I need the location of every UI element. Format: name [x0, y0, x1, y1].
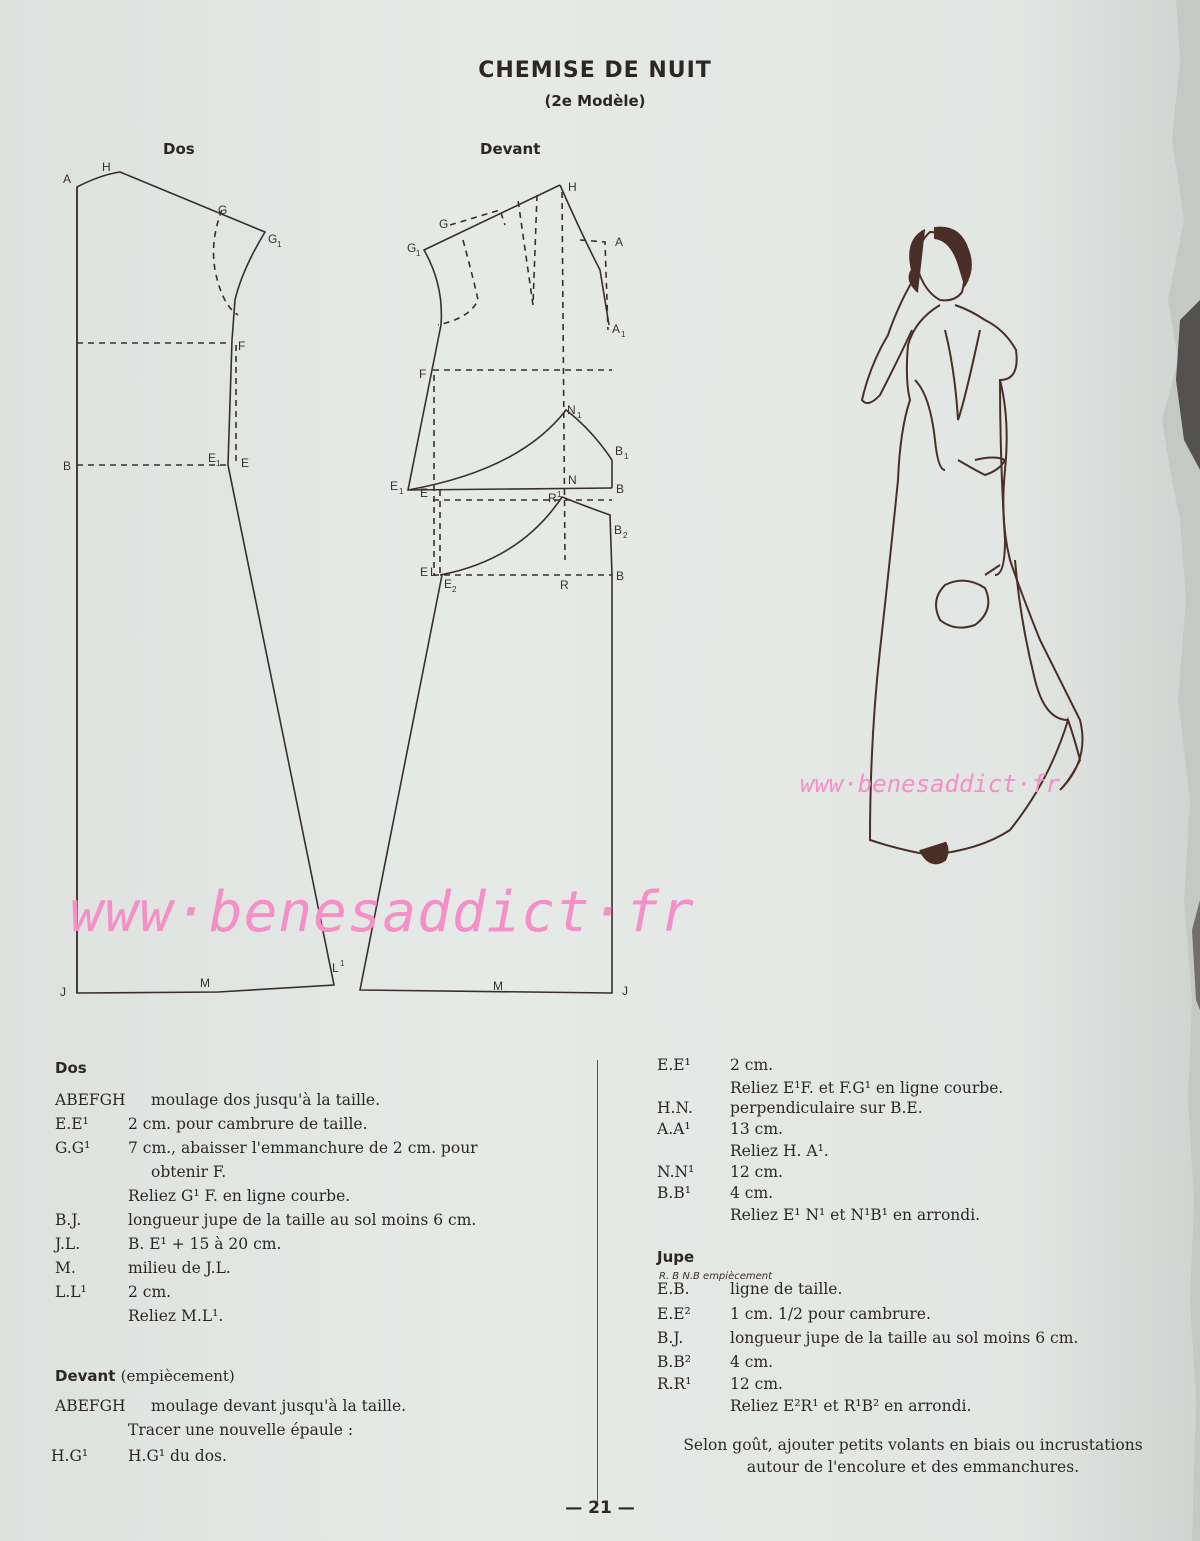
svg-text:E: E	[420, 565, 429, 579]
svg-text:G: G	[407, 241, 417, 255]
watermark-large: www·benesaddict·fr	[70, 880, 695, 945]
svg-text:1: 1	[216, 459, 221, 468]
svg-text:B: B	[63, 459, 72, 473]
svg-text:B: B	[616, 569, 625, 583]
svg-text:H: H	[568, 180, 577, 194]
svg-text:G: G	[218, 203, 228, 217]
page-title: CHEMISE DE NUIT	[478, 58, 712, 83]
svg-text:L: L	[332, 961, 339, 975]
dos-instructions: Dos ABEFGH moulage dos jusqu'à la taille. E.E¹ 2 cm. pour cambrure de taille. G.G¹ 7 cm., abaisser l'emmanchure de 2 cm. pour obtenir F. Reliez G¹ F. en ligne courbe. B.J. longueur jupe de la taille au sol moins 6 cm. J.L. B. E¹ + 15 à 20 cm. M. milieu de J.L. L.L¹ 2 cm. Reliez M.L¹. Devant (empiècement) ABEFGH moulage devant jusqu'à la taille. Tracer une nouvelle épaule : H.G¹ H.G¹ du dos.	[55, 1056, 575, 1476]
svg-text:M: M	[200, 976, 210, 990]
svg-text:R: R	[548, 491, 557, 505]
svg-text:A: A	[63, 172, 72, 186]
svg-text:E: E	[444, 577, 453, 591]
fashion-illustration	[862, 228, 1083, 864]
svg-text:B: B	[616, 482, 625, 496]
svg-text:2: 2	[452, 585, 457, 594]
svg-text:1: 1	[416, 249, 421, 258]
jupe-heading: Jupe	[657, 1248, 695, 1266]
svg-text:B: B	[614, 523, 623, 537]
svg-text:A: A	[615, 235, 624, 249]
page-number: — 21 —	[565, 1498, 635, 1518]
svg-text:R: R	[560, 578, 569, 592]
dos-heading: Dos	[55, 1059, 87, 1077]
svg-text:1: 1	[577, 411, 582, 420]
svg-text:H: H	[102, 160, 111, 174]
column-divider	[597, 1060, 598, 1505]
page-subtitle: (2e Modèle)	[544, 92, 646, 110]
finishing-note: Selon goût, ajouter petits volants en biais ou incrustations autour de l'encolure et des emmanchures.	[683, 1436, 1143, 1476]
devant-suite-instructions: E.E¹ 2 cm. Reliez E¹F. et F.G¹ en ligne courbe. H.N. perpendiculaire sur B.E. A.A¹ 13 cm. Reliez H. A¹. N.N¹ 12 cm. B.B¹ 4 cm. Reliez E¹ N¹ et N¹B¹ en arrondi. Jupe R. B N.B empiècement E.B. ligne de taille. E.E² 1 cm. 1/2 pour cambrure. B.J. longueur jupe de la taille au sol moins 6 cm. B.B² 4 cm. R.R¹ 12 cm. Reliez E²R¹ et R¹B² en arrondi.	[657, 1056, 1079, 1415]
front-pattern-label: Devant	[480, 140, 541, 158]
svg-text:E: E	[208, 451, 217, 465]
svg-text:1: 1	[624, 452, 629, 461]
svg-text:N: N	[567, 403, 576, 417]
svg-text:E: E	[420, 486, 429, 500]
svg-text:B: B	[615, 444, 624, 458]
svg-text:G: G	[439, 217, 449, 231]
svg-text:L: L	[430, 565, 437, 579]
svg-text:E: E	[241, 456, 250, 470]
back-pattern-label: Dos	[163, 140, 195, 158]
svg-text:F: F	[238, 339, 246, 353]
front-point-labels	[390, 180, 629, 998]
svg-text:1: 1	[399, 487, 404, 496]
svg-text:1: 1	[340, 959, 345, 968]
svg-text:N: N	[568, 473, 577, 487]
front-pattern	[360, 185, 612, 993]
back-pattern	[77, 172, 334, 993]
devant-heading: Devant (empiècement)	[55, 1367, 235, 1385]
watermark-small: www·benesaddict·fr	[800, 770, 1061, 798]
svg-text:F: F	[419, 367, 427, 381]
svg-text:1: 1	[277, 240, 282, 249]
svg-text:J: J	[60, 985, 66, 999]
svg-text:J: J	[622, 984, 628, 998]
svg-text:G: G	[268, 232, 278, 246]
svg-text:E: E	[390, 479, 399, 493]
svg-text:1: 1	[621, 330, 626, 339]
svg-text:1: 1	[557, 490, 562, 499]
svg-text:2: 2	[623, 531, 628, 540]
back-point-labels	[60, 160, 345, 999]
svg-text:A: A	[612, 322, 621, 336]
handwritten-note: R. B N.B empiècement	[659, 1271, 773, 1282]
svg-text:M: M	[493, 979, 503, 993]
